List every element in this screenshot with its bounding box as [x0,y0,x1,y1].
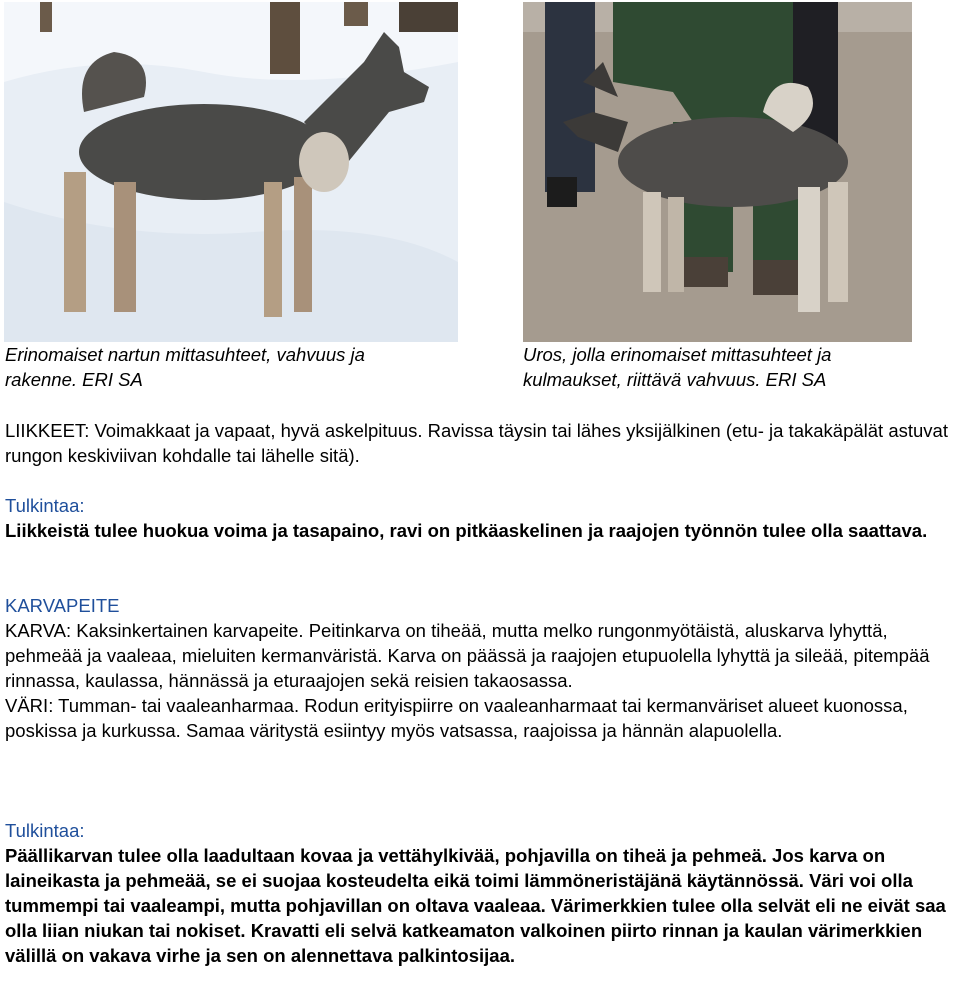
heading-karvapeite: KARVAPEITE [5,595,120,616]
section-liikkeet [5,418,960,468]
label-liikkeet: LIIKKEET [5,420,85,441]
text-karva: : Kaksinkertainen karvapeite. Peitinkarva on tiheää, mutta melko rungonmyötäistä, aluskarva lyhyttä, pehmeää ja vaaleaa, mieluiten kermanväristä. Karva on päässä ja raajojen etupuolella lyhyttä ja sileää, pitempää rinnassa, kaulassa, hännässä ja eturaajojen sekä reisien takaosassa. [5,620,930,691]
text-tulkintaa: Liikkeistä tulee huokua voima ja tasapaino, ravi on pitkäaskelinen ja raajojen työnnön tulee olla saattava. [5,520,928,541]
caption-female-dog [5,342,455,392]
text-tulkintaa: Päällikarvan tulee olla laadultaan kovaa ja vettähylkivää, pohjavilla on tiheä ja pehmeä. Jos karva on laineikasta ja pehmeää, se ei suojaa kosteudelta eikä toimi lämmöneristäjänä käytännössä. Väri voi olla tummempi tai vaaleampi, mutta pohjavillan on oltava vaaleaa. Värimerkkien tulee olla selvät eli ne eivät saa olla liian niukan tai nokiset. Kravatti eli selvä katkeamaton valkoinen piirto rinnan ja kaulan värimerkkien välillä on vakava virhe ja sen on alennettava palkintosijaa. [5,845,946,966]
label-karva: KARVA [5,620,67,641]
photo-female-dog [4,2,458,342]
caption-line: rakenne. ERI SA [5,369,143,390]
section-tulkintaa-2 [5,818,960,968]
photo-male-dog [523,2,912,342]
section-karvapeite [5,593,960,743]
caption-male-dog [523,342,953,392]
text-vari: : Tumman- tai vaaleanharmaa. Rodun erityispiirre on vaaleanharmaat tai kermanväriset alueet kuonossa, poskissa ja kurkussa. Samaa väritystä esiintyy myös vatsassa, raajoissa ja hännän alapuolella. [5,695,908,741]
text-liikkeet: : Voimakkaat ja vapaat, hyvä askelpituus. Ravissa täysin tai lähes yksijälkinen (etu- ja takakäpälät astuvat rungon keskiviivan kohdalle tai lähelle sitä). [5,420,948,466]
heading-tulkintaa: Tulkintaa: [5,495,85,516]
caption-line: kulmaukset, riittävä vahvuus. ERI SA [523,369,827,390]
caption-line: Erinomaiset nartun mittasuhteet, vahvuus ja [5,344,365,365]
caption-line: Uros, jolla erinomaiset mittasuhteet ja [523,344,832,365]
heading-tulkintaa: Tulkintaa: [5,820,85,841]
section-tulkintaa-1 [5,493,960,543]
label-vari: VÄRI [5,695,49,716]
